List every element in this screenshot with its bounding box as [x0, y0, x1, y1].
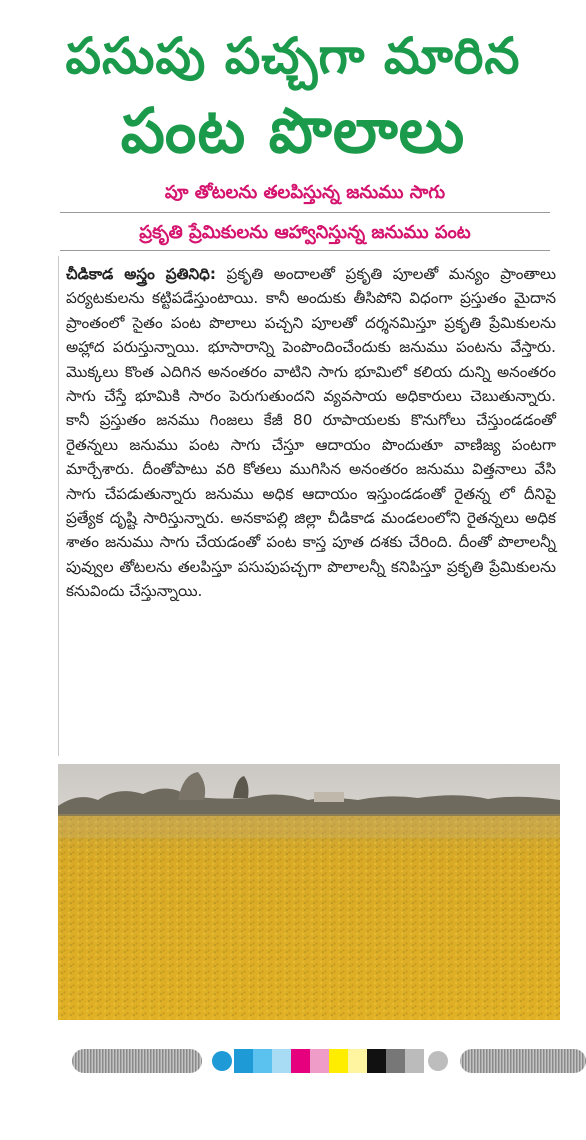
divider-rule — [60, 250, 550, 251]
subheading-2: ప్రకృతి ప్రేమికులను ఆహ్వానిస్తున్న జనుము పంట — [139, 222, 471, 243]
color-swatches — [234, 1049, 424, 1073]
color-swatch — [367, 1049, 386, 1073]
color-swatch — [272, 1049, 291, 1073]
article-body — [66, 262, 556, 604]
subheading-1: పూ తోటలను తలపిస్తున్న జనుము సాగు — [164, 182, 446, 203]
color-swatch — [291, 1049, 310, 1073]
headline-line-1: పసుపు పచ్చగా మారిన — [65, 27, 521, 85]
color-swatch — [405, 1049, 424, 1073]
color-swatch — [329, 1049, 348, 1073]
headline-line-2: పంట పొలాలు — [120, 94, 466, 167]
registration-strip — [460, 1049, 586, 1073]
column-rule — [58, 256, 59, 756]
color-swatch — [310, 1049, 329, 1073]
color-swatch — [253, 1049, 272, 1073]
field-photo — [58, 764, 560, 1020]
color-swatch — [234, 1049, 253, 1073]
color-swatch — [348, 1049, 367, 1073]
registration-strip — [72, 1049, 202, 1073]
color-swatch — [386, 1049, 405, 1073]
article-dateline: చీడికాడ అస్త్రం ప్రతినిధి: — [66, 265, 216, 283]
divider-rule — [60, 212, 550, 213]
printer-color-bar — [0, 1042, 586, 1082]
article-text: ప్రకృతి అందాలతో ప్రకృతి పూలతో మన్యం ప్రాంతాలు పర్యటకులను కట్టిపడేస్తుంటాయి. కానీ అందుకు తీసిపోని విధంగా ప్రస్తుతం మైదాన ప్రాంతంలో సైతం పంట పొలాలు పచ్చని పూలతో దర్శనమిస్తూ ప్రకృతి ప్రేమికులను అహ్లాద పరుస్తున్నాయి. భూసారాన్ని పెంపొందించేందుకు జనుము పంటను వేస్తారు. మొక్కలు కొంత ఎదిగిన అనంతరం వాటిని సాగు భూమిలో కలియ దున్ని అనంతరం సాగు చేస్తే భూమికి సారం పెరుగుతుందని వ్యవసాయ అధికారులు చెబుతున్నారు. కానీ ప్రస్తుతం జనము గింజలు కేజీ 80 రూపాయలకు కొనుగోలు చేస్తుండడంతో రైతన్నలు జనుము పంట సాగు చేస్తూ ఆదాయం పొందుతూ వాణిజ్య పంటగా మార్చేశారు. దీంతోపాటు వరి కోతలు ముగిసిన అనంతరం జనుము విత్తనాలు వేసి సాగు చేపడుతున్నారు జనుము అధిక ఆదాయం ఇస్తుండడంతో రైతన్న లో దీనిపై ప్రత్యేక దృష్టి సారిస్తున్నారు. అనకాపల్లి జిల్లా చీడికాడ మండలంలోని రైతన్నలు అధిక శాతం జనుము సాగు చేయడంతో పంట కాస్త పూత దశకు చేరింది. దీంతో పొలాలన్నీ పువ్వుల తోటలను తలపిస్తూ పసుపుపచ్చగా పొలాలన్నీ కనిపిస్తూ ప్రకృతి ప్రేమికులను కనువిందు చేస్తున్నాయి. — [66, 265, 557, 601]
